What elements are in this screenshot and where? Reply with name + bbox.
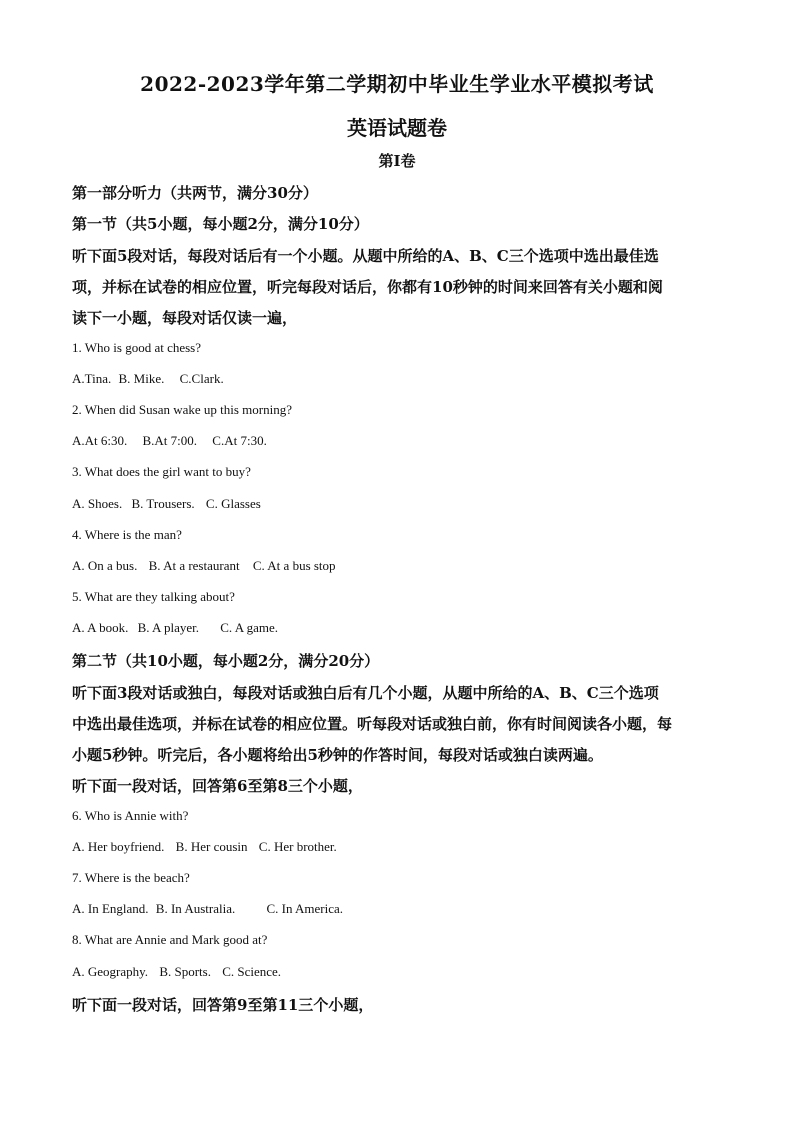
section2-instruction-line: 小题5秒钟。听完后，各小题将给出5秒钟的作答时间，每段对话或独白读两遍。: [72, 746, 603, 764]
part1-heading: 第一部分听力（共两节，满分30分）: [72, 184, 318, 202]
section2-instruction-line: 中选出最佳选项，并标在试卷的相应位置。听每段对话或独白前，你有时间阅读各小题，每: [72, 715, 673, 733]
question-options: [72, 496, 722, 512]
option-a: A. Her boyfriend.: [72, 839, 165, 854]
option-a: A. Geography.: [72, 964, 149, 979]
section1-instruction-line: 听下面5段对话，每段对话后有一个小题。从题中所给的A、B、C三个选项中选出最佳选: [72, 247, 659, 265]
question-stem: 7. Where is the beach?: [72, 870, 190, 885]
option-b: B. Mike.: [118, 371, 165, 386]
question-options: [72, 433, 722, 449]
section2-heading: 第二节（共10小题，每小题2分，满分20分）: [72, 652, 380, 670]
question-stem: 6. Who is Annie with?: [72, 808, 189, 823]
question-options: [72, 901, 722, 917]
option-c: C. A game.: [220, 620, 279, 635]
option-b: B. Sports.: [159, 964, 211, 979]
question-stem: 1. Who is good at chess?: [72, 340, 202, 355]
question-stem: 5. What are they talking about?: [72, 589, 235, 604]
question-options: [72, 558, 722, 574]
option-a: A. A book.: [72, 620, 129, 635]
option-b: B. A player.: [137, 620, 199, 635]
option-c: C.Clark.: [179, 371, 224, 386]
option-c: C. Science.: [222, 964, 282, 979]
option-a: A. Shoes.: [72, 496, 123, 511]
option-b: B. Her cousin: [175, 839, 248, 854]
option-c: C. Her brother.: [258, 839, 337, 854]
option-b: B. In Australia.: [155, 901, 236, 916]
section1-heading: 第一节（共5小题，每小题2分，满分10分）: [72, 215, 369, 233]
question-options: [72, 620, 722, 636]
option-a: A.Tina.: [72, 371, 112, 386]
section1-instruction-line: 读下一小题，每段对话仅读一遍，: [72, 309, 298, 327]
section1-instruction-line: 项，并标在试卷的相应位置，听完每段对话后，你都有10秒钟的时间来回答有关小题和阅: [72, 278, 663, 296]
question-stem: 2. When did Susan wake up this morning?: [72, 402, 293, 417]
section2-instruction-line: 听下面3段对话或独白，每段对话或独白后有几个小题，从题中所给的A、B、C三个选项: [72, 684, 659, 702]
group-instruction: 听下面一段对话，回答第6至第8三个小题，: [72, 777, 363, 795]
option-c: C. In America.: [266, 901, 344, 916]
group-instruction: 听下面一段对话，回答第9至第11三个小题，: [72, 996, 374, 1014]
option-a: A.At 6:30.: [72, 433, 128, 448]
question-stem: 4. Where is the man?: [72, 527, 182, 542]
question-options: [72, 964, 722, 980]
question-stem: 8. What are Annie and Mark good at?: [72, 932, 268, 947]
volume-label: 第I卷: [378, 152, 416, 170]
option-a: A. On a bus.: [72, 558, 138, 573]
option-b: B. Trousers.: [131, 496, 195, 511]
option-b: B. At a restaurant: [148, 558, 240, 573]
option-c: C. Glasses: [205, 496, 261, 511]
question-options: [72, 371, 722, 387]
option-c: C. At a bus stop: [252, 558, 336, 573]
exam-subtitle: 英语试题卷: [347, 116, 447, 140]
option-b: B.At 7:00.: [142, 433, 198, 448]
option-c: C.At 7:30.: [212, 433, 267, 448]
question-stem: 3. What does the girl want to buy?: [72, 464, 251, 479]
question-options: [72, 839, 722, 855]
exam-title: 2022-2023学年第二学期初中毕业生学业水平模拟考试: [140, 72, 654, 96]
option-a: A. In England.: [72, 901, 149, 916]
